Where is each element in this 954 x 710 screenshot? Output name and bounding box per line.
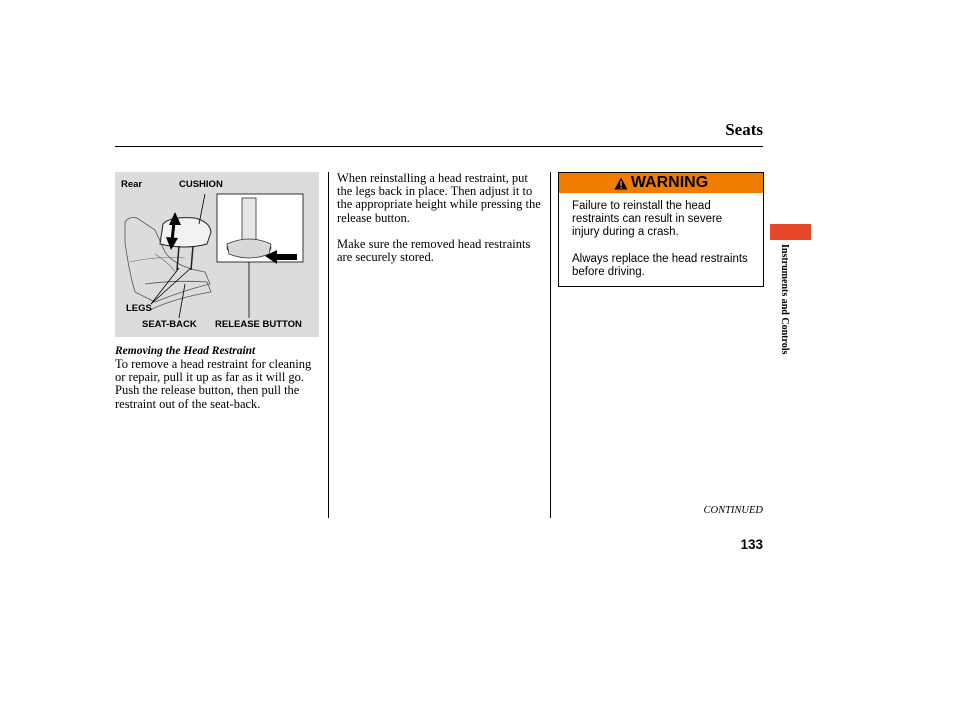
- section-label: Instruments and Controls: [779, 244, 790, 355]
- figure-caption: Removing the Head Restraint: [115, 345, 256, 357]
- section-label-container: [779, 244, 791, 384]
- page-title: Seats: [725, 120, 763, 139]
- warning-text-1: Failure to reinstall the head restraints can result in severe injury during a crash.: [572, 200, 723, 239]
- column-divider-1: [328, 172, 329, 518]
- section-tab: [770, 224, 811, 240]
- label-release-button: RELEASE BUTTON: [215, 319, 302, 330]
- label-cushion: CUSHION: [179, 179, 223, 190]
- storage-paragraph: Make sure the removed head restraints are securely stored.: [337, 237, 531, 265]
- continued-note: CONTINUED: [703, 505, 763, 516]
- warning-text-2: Always replace the head restraints before driving.: [572, 253, 748, 279]
- column-divider-2: [550, 172, 551, 518]
- page-number: 133: [740, 537, 763, 552]
- warning-header: [559, 173, 763, 193]
- label-legs: LEGS: [126, 303, 152, 314]
- warning-triangle-icon: [614, 177, 628, 190]
- label-seat-back: SEAT-BACK: [142, 319, 197, 330]
- label-rear: Rear: [121, 179, 143, 190]
- removal-paragraph: To remove a head restraint for cleaning or repair, pull it up as far as it will go. Push the release button, then pull the restraint out of the seat-back.: [115, 357, 312, 411]
- warning-box: [558, 172, 764, 287]
- header-rule: [115, 146, 763, 147]
- reinstall-paragraph: When reinstalling a head restraint, put the legs back in place. Then adjust it to the appropriate height while pressing the release button.: [337, 171, 541, 225]
- warning-heading: WARNING: [630, 174, 709, 191]
- head-restraint-illustration: [115, 172, 319, 337]
